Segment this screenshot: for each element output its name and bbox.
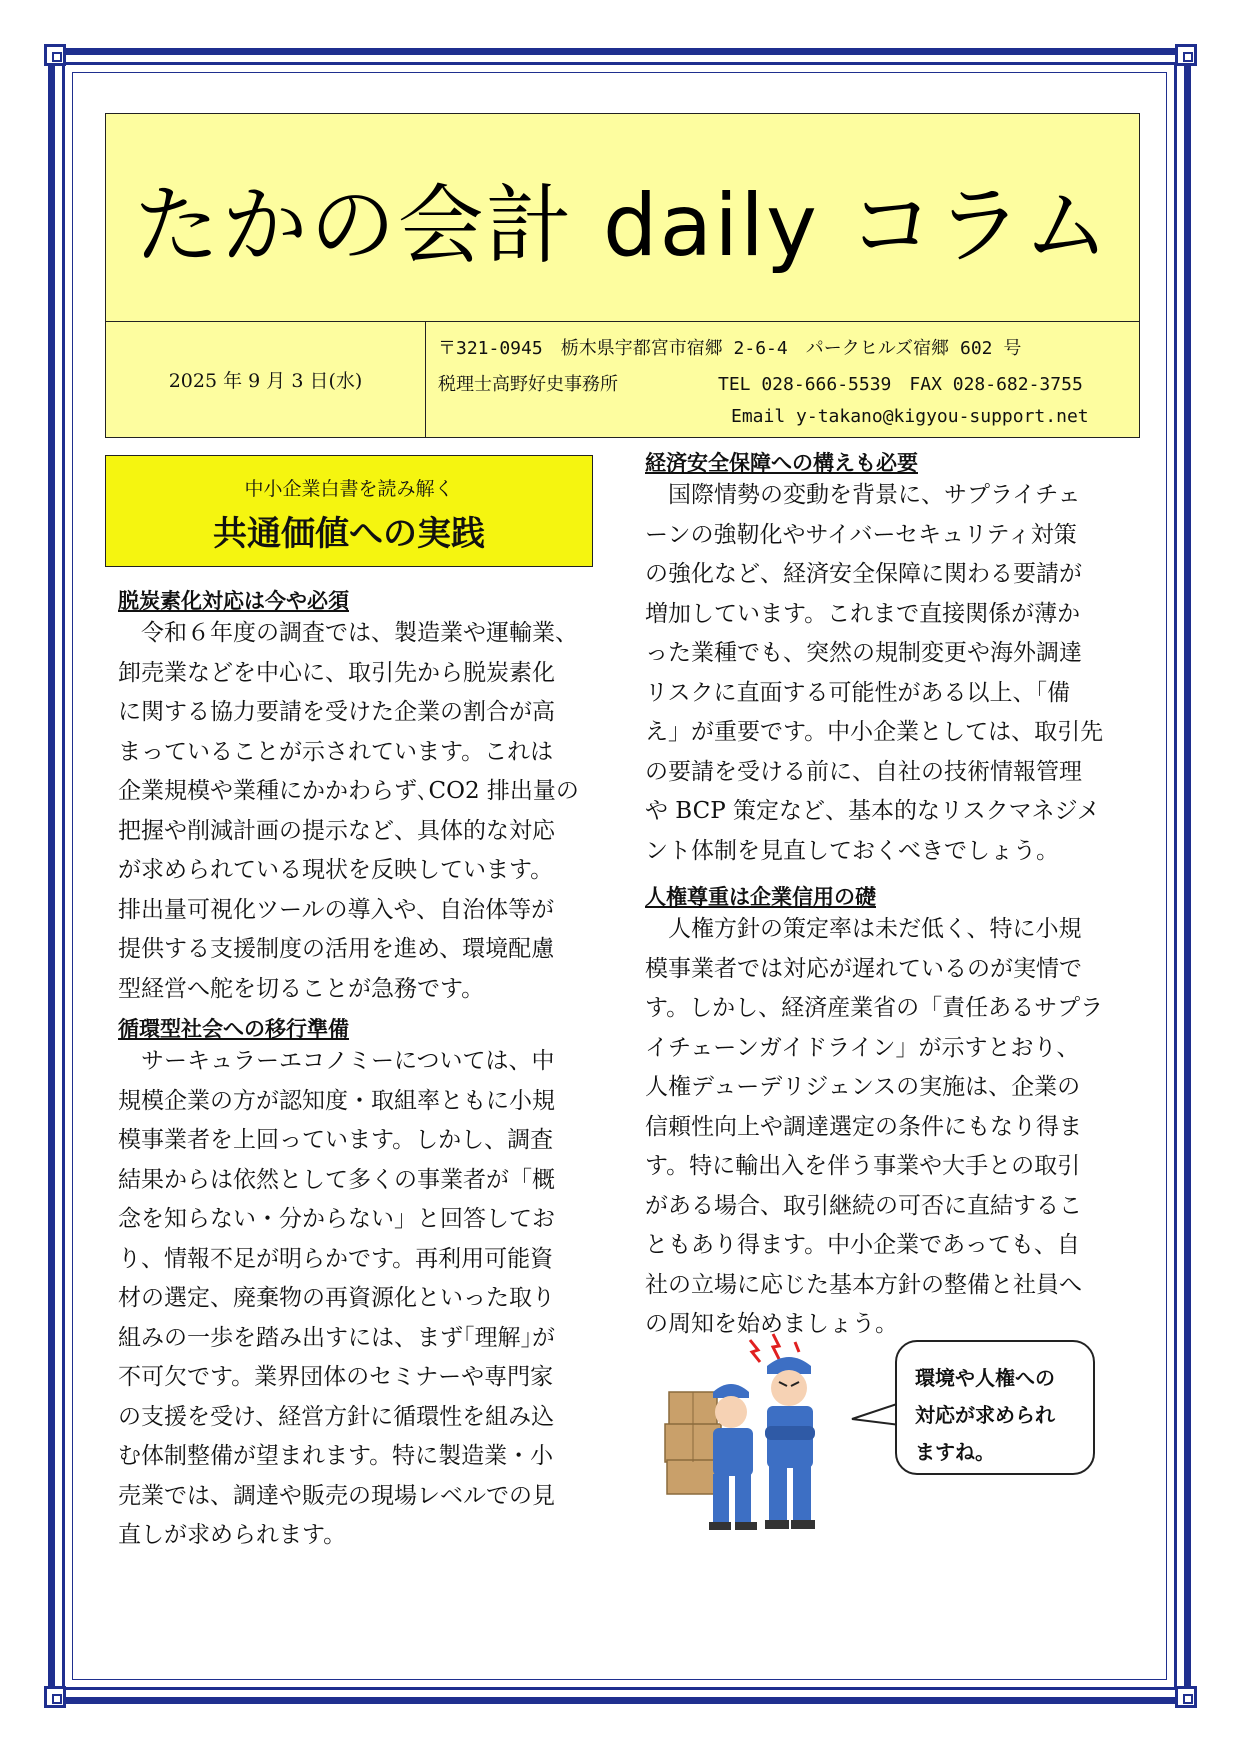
body-line: ーンの強靭化やサイバーセキュリティ対策 [645,521,1077,548]
body-line: まっていることが示されています。これは [118,738,554,765]
body-line: 型経営へ舵を切ることが急務です。 [118,975,485,1002]
body-line: の強化など、経済安全保障に関わる要請が [645,561,1082,587]
border-corner-bottom-right [1175,1686,1197,1708]
body-line: 不可欠です。業界団体のセミナーや専門家 [118,1364,554,1390]
body-line: 人権方針の策定率は未だ低く、特に小規 [645,916,1082,942]
border-corner-top-left [44,44,66,66]
body-line: がある場合、取引継続の可否に直結するこ [645,1192,1082,1219]
office-address: 〒321-0945 栃木県宇都宮市宿郷 2-6-4 パークヒルズ宿郷 602 号 [438,338,1022,359]
body-line: 結果からは依然として多くの事業者が「概 [118,1166,555,1193]
body-line: 模事業者では対応が遅れているのが実情で [645,955,1082,982]
body-line: す。しかし、経済産業省の「責任あるサプラ [645,995,1104,1021]
contact-info-cell [426,322,1139,437]
body-line: イチェーンガイドライン」が示すとおり、 [645,1034,1080,1061]
body-line: 国際情勢の変動を背景に、サプライチェ [645,482,1081,508]
body-line: む体制整備が望まれます。特に製造業・小 [118,1443,554,1469]
issue-date: 2025 年 9 月 3 日(水) [168,370,363,392]
issue-date-cell [106,322,426,437]
body-line: に関する協力要請を受けた企業の割合が高 [118,699,555,725]
office-name: 税理士高野好史事務所 [438,374,618,395]
body-line: え」が重要です。中小企業としては、取引先 [645,719,1104,745]
section-title-decarbonization: 脱炭素化対応は今や必須 [118,589,349,613]
section-body-human-rights [645,910,1127,1345]
body-line: 排出量可視化ツールの導入や、自治体等が [118,896,555,923]
body-line: ント体制を見直しておくべきでしょう。 [645,837,1059,864]
body-line: す。特に輸出入を伴う事業や大手との取引 [645,1153,1081,1179]
body-line: サーキュラーエコノミーについては、中 [118,1048,555,1074]
bubble-line: ますね。 [915,1440,995,1464]
body-line: が求められている現状を反映しています。 [118,857,554,883]
bubble-line: 環境や人権への [915,1366,1055,1390]
body-line: ともあり得ます。中小企業であっても、自 [645,1232,1080,1258]
newsletter-header [105,113,1140,438]
border-corner-bottom-left [44,1686,66,1708]
body-line: 材の選定、廃棄物の再資源化といった取り [118,1285,555,1311]
body-line: 増加しています。これまで直接関係が薄か [645,600,1081,627]
feature-title: 共通価値への実践 [213,514,485,554]
body-line: 提供する支援制度の活用を進め、環境配慮 [118,936,555,962]
section-body-circular-economy [118,1042,600,1556]
body-line: 卸売業などを中心に、取引先から脱炭素化 [118,659,555,686]
section-body-decarbonization [118,614,600,1009]
body-line: 信頼性向上や調達選定の条件にもなり得ま [645,1113,1082,1140]
title-banner [106,114,1139,322]
body-line: 規模企業の方が認知度・取組率ともに小規 [118,1087,555,1114]
workers-illustration [655,1330,855,1540]
body-line: 企業規模や業種にかかわらず､CO2 排出量の [118,778,579,804]
speech-bubble [895,1340,1095,1475]
body-line: った業種でも、突然の規制変更や海外調達 [645,640,1082,666]
body-line: 売業では、調達や販売の現場レベルでの見 [118,1482,555,1509]
email-address: Email y-takano@kigyou-support.net [731,406,1089,427]
border-corner-top-right [1175,44,1197,66]
feature-heading-box [105,455,593,567]
section-title-economic-security: 経済安全保障への構えも必要 [645,451,918,475]
body-line: 直しが求められます。 [118,1522,347,1548]
section-title-circular-economy: 循環型社会への移行準備 [118,1017,349,1041]
body-line: 把握や削減計画の提示など、具体的な対応 [118,817,555,844]
body-line: の支援を受け、経営方針に循環性を組み込 [118,1403,555,1430]
speech-bubble-tail [850,1395,900,1435]
section-title-human-rights: 人権尊重は企業信用の礎 [645,885,876,909]
body-line: 令和６年度の調査では、製造業や運輸業、 [118,620,578,646]
section-body-economic-security [645,476,1127,871]
body-line: 社の立場に応じた基本方針の整備と社員へ [645,1271,1082,1298]
body-line: 念を知らない・分からない」と回答してお [118,1206,555,1232]
bubble-line: 対応が求められ [915,1403,1055,1427]
body-line: 組みの一歩を踏み出すには、まず｢理解｣が [118,1324,555,1351]
body-line: や BCP 策定など、基本的なリスクマネジメ [645,798,1100,824]
body-line: 模事業者を上回っています。しかし、調査 [118,1127,554,1153]
body-line: の周知を始めましょう。 [645,1311,898,1337]
feature-subtitle: 中小企業白書を読み解く [244,478,454,500]
body-line: の要請を受ける前に、自社の技術情報管理 [645,758,1082,785]
body-line: り、情報不足が明らかです。再利用可能資 [118,1245,554,1272]
newsletter-title: たかの会計 daily コラム [133,175,1112,276]
phone-fax: TEL 028-666-5539 FAX 028-682-3755 [718,374,1083,395]
body-line: リスクに直面する可能性がある以上、「備 [645,679,1071,706]
body-line: 人権デューデリジェンスの実施は、企業の [645,1074,1081,1100]
